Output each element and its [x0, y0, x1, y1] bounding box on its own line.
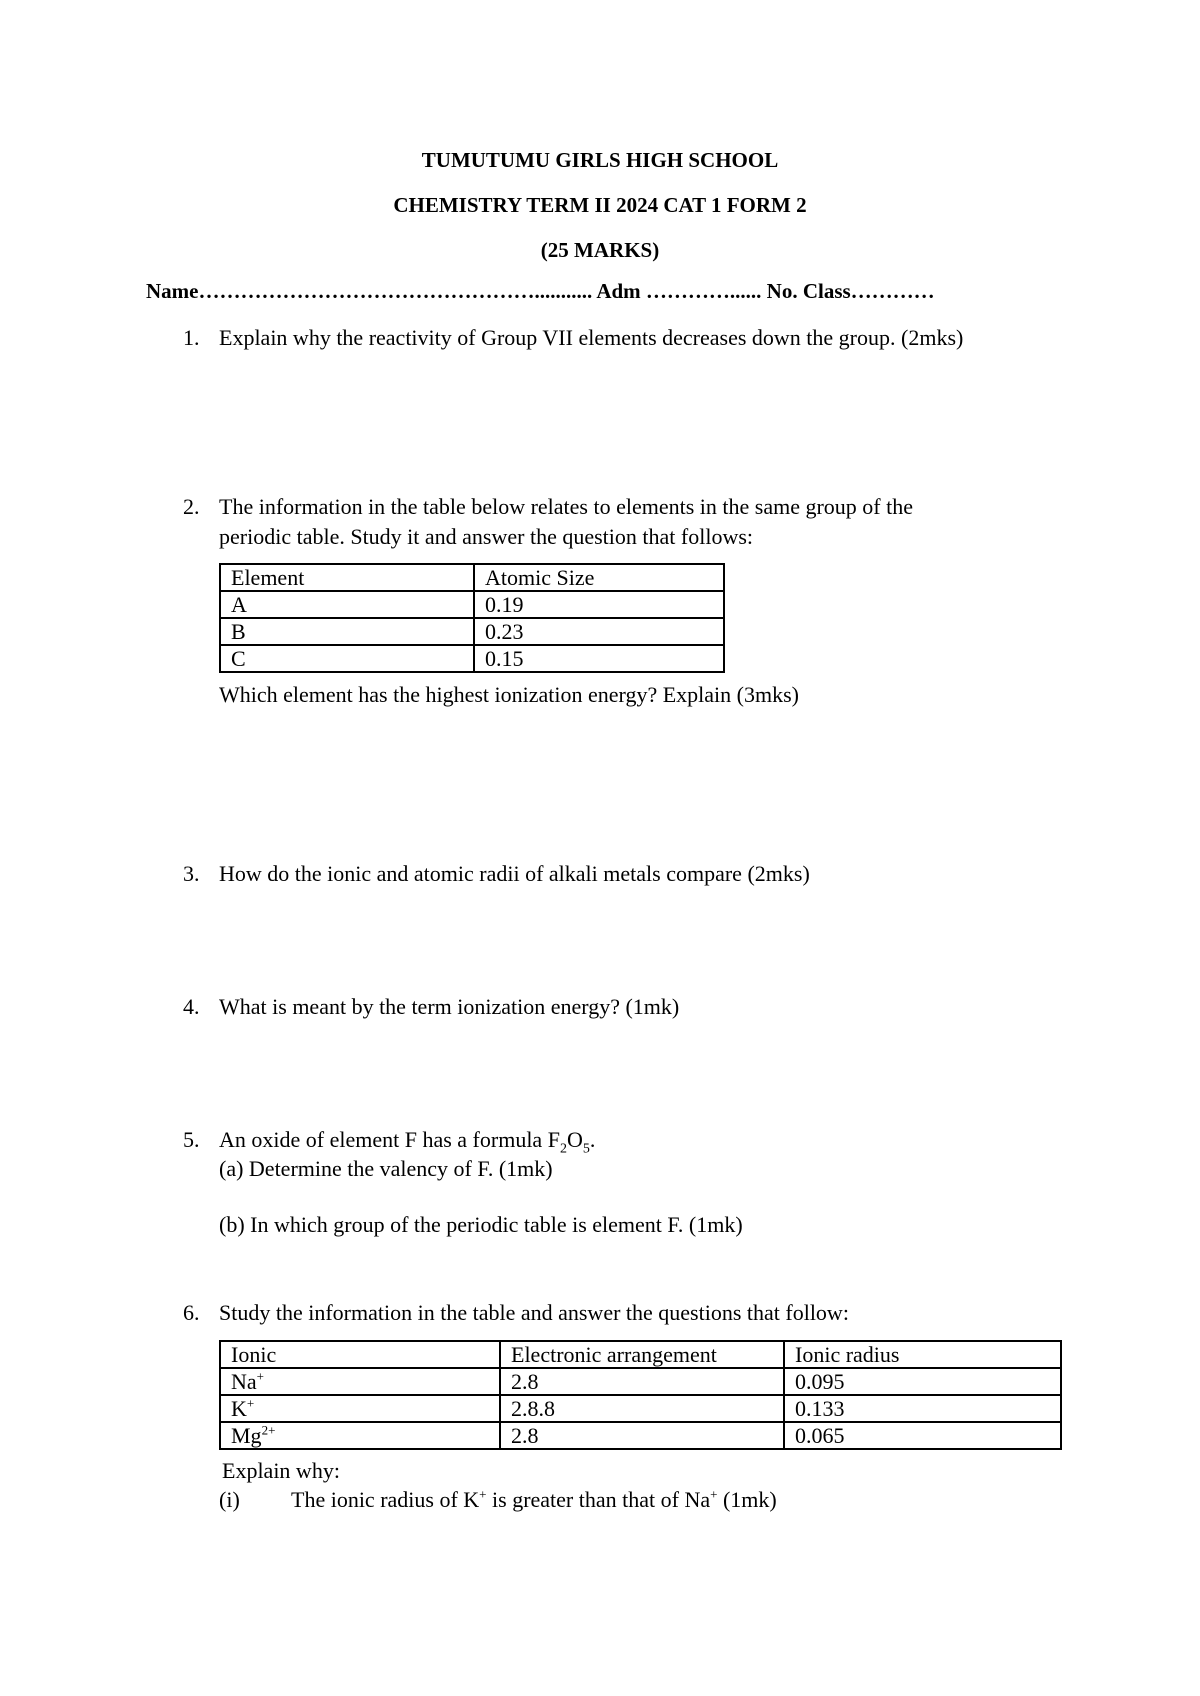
atomic-size-cell: 0.23 — [474, 618, 724, 645]
table-row — [220, 618, 724, 645]
question-text — [219, 1125, 596, 1157]
atomic-size-table — [219, 563, 725, 673]
header-cell: Element — [220, 564, 474, 591]
radius-cell: 0.133 — [784, 1395, 1061, 1422]
total-marks: (25 MARKS) — [540, 238, 660, 262]
sub-question-a: (a) Determine the valency of F. (1mk) — [219, 1156, 553, 1181]
radius-cell: 0.095 — [784, 1368, 1061, 1395]
question-number: 4. — [183, 994, 200, 1019]
ionic-radius-table — [219, 1340, 1062, 1450]
ion-charge: + — [710, 1486, 718, 1502]
radius-cell: 0.065 — [784, 1422, 1061, 1449]
ion-charge: + — [246, 1395, 255, 1411]
atomic-size-cell: 0.15 — [474, 645, 724, 672]
arrangement-cell: 2.8 — [500, 1422, 784, 1449]
exam-title: CHEMISTRY TERM II 2024 CAT 1 FORM 2 — [393, 193, 807, 217]
arrangement-cell: 2.8 — [500, 1368, 784, 1395]
formula-text: An oxide of element F has a formula F — [219, 1127, 560, 1152]
explain-label: Explain why: — [222, 1458, 340, 1483]
ion-symbol: Mg — [231, 1423, 262, 1448]
header-cell: Ionic — [220, 1341, 500, 1368]
question-text: is greater than that of Na — [486, 1487, 711, 1512]
formula-text: O — [566, 1127, 583, 1152]
ion-cell — [220, 1395, 500, 1422]
question-text-line-1: The information in the table below relates to elements in the same group of the — [219, 494, 914, 519]
question-number: 5. — [183, 1127, 200, 1152]
sub-question-i-label: (i) — [219, 1487, 240, 1512]
formula-text: . — [589, 1127, 596, 1152]
header-cell: Ionic radius — [784, 1341, 1061, 1368]
ion-cell — [220, 1368, 500, 1395]
element-cell: B — [220, 618, 474, 645]
question-number: 2. — [183, 494, 200, 519]
school-name: TUMUTUMU GIRLS HIGH SCHOOL — [421, 148, 779, 172]
table-row — [220, 1368, 1061, 1395]
element-cell: A — [220, 591, 474, 618]
question-number: 3. — [183, 861, 200, 886]
ion-symbol: K — [231, 1396, 247, 1421]
sub-question-i-text — [291, 1485, 777, 1514]
subscript: 5 — [582, 1141, 590, 1157]
ion-cell — [220, 1422, 500, 1449]
table-row — [220, 1395, 1061, 1422]
question-number: 1. — [183, 325, 200, 350]
question-text: The ionic radius of K — [291, 1487, 480, 1512]
question-text-line-2: periodic table. Study it and answer the question that follows: — [219, 524, 754, 549]
ion-symbol: Na — [231, 1369, 257, 1394]
sub-question-b: (b) In which group of the periodic table is element F. (1mk) — [219, 1212, 743, 1237]
header-cell: Atomic Size — [474, 564, 724, 591]
atomic-size-cell: 0.19 — [474, 591, 724, 618]
arrangement-cell: 2.8.8 — [500, 1395, 784, 1422]
question-text: Explain why the reactivity of Group VII elements decreases down the group. (2mks) — [219, 325, 964, 350]
ion-charge: + — [256, 1368, 264, 1384]
element-cell: C — [220, 645, 474, 672]
question-text: Study the information in the table and answer the questions that follow: — [219, 1300, 849, 1325]
name-adm-class-line[interactable]: Name…………………………………………........... Adm …………...... No. Class………… — [146, 279, 935, 303]
table-header-row — [220, 1341, 1061, 1368]
table-header-row — [220, 564, 724, 591]
ion-charge: + — [479, 1486, 487, 1502]
question-text: How do the ionic and atomic radii of alkali metals compare (2mks) — [219, 861, 810, 886]
table-row — [220, 591, 724, 618]
question-number: 6. — [183, 1300, 200, 1325]
question-text: What is meant by the term ionization energy? (1mk) — [219, 994, 680, 1019]
ion-charge: 2+ — [261, 1422, 276, 1438]
table-row — [220, 645, 724, 672]
header-cell: Electronic arrangement — [500, 1341, 784, 1368]
followup-question: Which element has the highest ionization energy? Explain (3mks) — [219, 682, 799, 707]
question-text: (1mk) — [717, 1487, 777, 1512]
table-row — [220, 1422, 1061, 1449]
subscript: 2 — [559, 1141, 567, 1157]
